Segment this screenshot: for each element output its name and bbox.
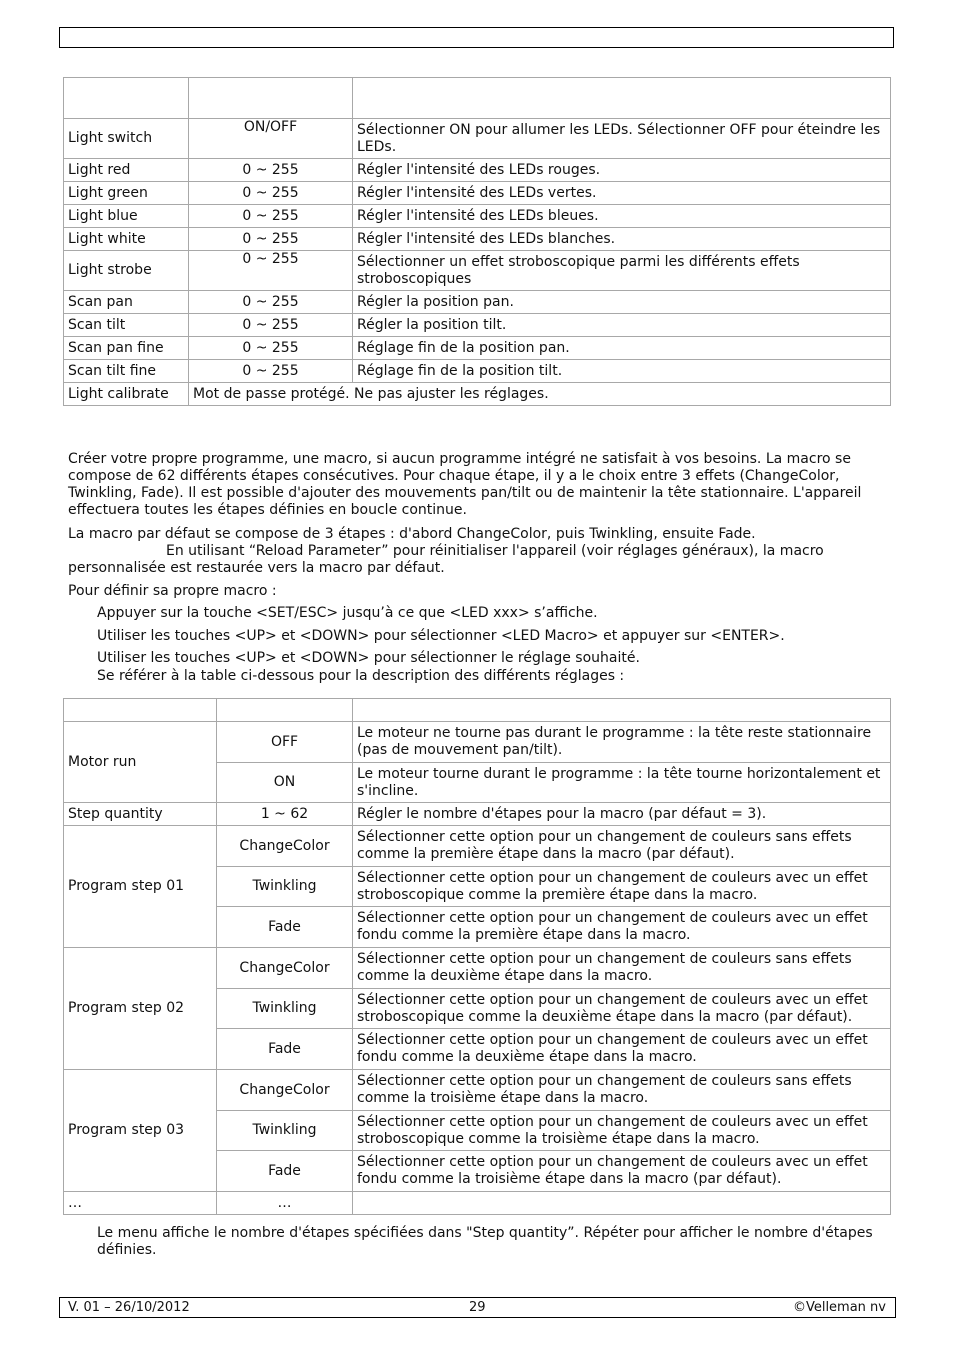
row-range: 0 ~ 255 — [189, 159, 353, 182]
row-desc: Sélectionner cette option pour un changement de couleurs sans effets comme la première étape dans la macro (par défaut). — [353, 826, 891, 867]
row-desc: Sélectionner cette option pour un changement de couleurs avec un effet fondu comme la troisième étape dans la macro (par défaut). — [353, 1151, 891, 1192]
row-value: Fade — [217, 907, 353, 948]
table-row — [64, 291, 891, 314]
row-range: 0 ~ 255 — [189, 228, 353, 251]
row-desc: Régler la position pan. — [353, 291, 891, 314]
row-range: ON/OFF — [189, 119, 353, 159]
define-macro-heading: Pour définir sa propre macro : — [68, 583, 277, 599]
row-name: Light switch — [64, 119, 189, 159]
row-range: 0 ~ 255 — [189, 205, 353, 228]
table-header-row — [64, 699, 891, 722]
row-desc: Régler l'intensité des LEDs vertes. — [353, 182, 891, 205]
row-name: Step quantity — [64, 803, 217, 826]
default-macro-line: La macro par défaut se compose de 3 étapes : d'abord ChangeColor, puis Twinkling, ensuite Fade. — [68, 526, 756, 542]
row-desc: Régler l'intensité des LEDs blanches. — [353, 228, 891, 251]
row-range: 0 ~ 255 — [189, 360, 353, 383]
row-desc: Réglage fin de la position tilt. — [353, 360, 891, 383]
step-4: Se référer à la table ci-dessous pour la description des différents réglages : — [97, 668, 625, 684]
table-row — [64, 360, 891, 383]
ellipsis-cell: … — [64, 1192, 217, 1215]
table-row — [64, 119, 891, 159]
row-name: Scan pan — [64, 291, 189, 314]
reload-line: En utilisant “Reload Parameter” pour réinitialiser l'appareil (voir réglages généraux), la macro — [166, 543, 824, 559]
table-row — [64, 314, 891, 337]
macro-table — [63, 698, 891, 1215]
row-value: OFF — [217, 722, 353, 763]
row-name: Scan tilt — [64, 314, 189, 337]
row-desc: Sélectionner un effet stroboscopique parmi les différents effets stroboscopiques — [353, 251, 891, 291]
row-value: ChangeColor — [217, 1070, 353, 1111]
row-desc: Sélectionner cette option pour un changement de couleurs avec un effet fondu comme la deuxième étape dans la macro. — [353, 1029, 891, 1070]
row-range: 0 ~ 255 — [189, 182, 353, 205]
footer-copyright: ©Velleman nv — [792, 1300, 886, 1315]
row-desc: Le moteur ne tourne pas durant le programme : la tête reste stationnaire (pas de mouvement pan/tilt). — [353, 722, 891, 763]
row-name: Scan pan fine — [64, 337, 189, 360]
row-name: Program step 01 — [64, 826, 217, 948]
row-name: Motor run — [64, 722, 217, 803]
table-row — [64, 948, 891, 989]
reload-line-cont: personnalisée est restaurée vers la macro par défaut. — [68, 560, 445, 576]
row-name: Light red — [64, 159, 189, 182]
table-row — [64, 803, 891, 826]
table-row — [64, 251, 891, 291]
row-desc: Sélectionner cette option pour un changement de couleurs sans effets comme la troisième étape dans la macro. — [353, 1070, 891, 1111]
table-row — [64, 722, 891, 763]
row-range: 0 ~ 255 — [189, 314, 353, 337]
row-range: 0 ~ 255 — [189, 291, 353, 314]
table-row — [64, 205, 891, 228]
row-value: 1 ~ 62 — [217, 803, 353, 826]
row-desc: Régler l'intensité des LEDs bleues. — [353, 205, 891, 228]
row-desc: Sélectionner cette option pour un changement de couleurs sans effets comme la deuxième étape dans la macro. — [353, 948, 891, 989]
step-2: Utiliser les touches <UP> et <DOWN> pour sélectionner <LED Macro> et appuyer sur <ENTER>. — [97, 628, 785, 644]
table-row — [64, 383, 891, 406]
row-desc: Régler l'intensité des LEDs rouges. — [353, 159, 891, 182]
row-value: Twinkling — [217, 989, 353, 1029]
row-name: Light blue — [64, 205, 189, 228]
row-range: 0 ~ 255 — [189, 337, 353, 360]
row-value: ChangeColor — [217, 948, 353, 989]
table-row — [64, 826, 891, 867]
row-desc: Réglage fin de la position pan. — [353, 337, 891, 360]
row-name: Light strobe — [64, 251, 189, 291]
row-value: Fade — [217, 1029, 353, 1070]
step-1: Appuyer sur la touche <SET/ESC> jusqu’à ce que <LED xxx> s’affiche. — [97, 605, 598, 621]
table-row — [64, 1070, 891, 1111]
row-desc: Régler la position tilt. — [353, 314, 891, 337]
table-row — [64, 159, 891, 182]
row-name: Program step 02 — [64, 948, 217, 1070]
row-desc: Le moteur tourne durant le programme : la tête tourne horizontalement et s'incline. — [353, 763, 891, 803]
row-value: Fade — [217, 1151, 353, 1192]
closing-paragraph: Le menu affiche le nombre d'étapes spécifiées dans "Step quantity”. Répéter pour afficher le nombre d'étapes définies. — [97, 1225, 873, 1258]
row-name: Light calibrate — [64, 383, 189, 406]
table-row — [64, 337, 891, 360]
row-name: Light white — [64, 228, 189, 251]
row-desc: Sélectionner cette option pour un changement de couleurs avec un effet stroboscopique comme la deuxième étape dans la macro (par défaut). — [353, 989, 891, 1029]
footer-page-number: 29 — [469, 1300, 486, 1315]
row-name: Scan tilt fine — [64, 360, 189, 383]
table-row — [64, 1192, 891, 1215]
table-row — [64, 182, 891, 205]
row-value: ON — [217, 763, 353, 803]
table-row — [64, 228, 891, 251]
row-desc: Régler le nombre d'étapes pour la macro (par défaut = 3). — [353, 803, 891, 826]
row-desc: Mot de passe protégé. Ne pas ajuster les réglages. — [189, 383, 891, 406]
page-header-box — [59, 27, 894, 48]
table-header-row — [64, 78, 891, 119]
intro-paragraph: Créer votre propre programme, une macro, si aucun programme intégré ne satisfait à vos besoins. La macro se compose de 62 différents étapes consécutives. Pour chaque étape, il y a le choix entre 3 effets (ChangeColor, Twinkling, Fade). Il est possible d'ajouter des mouvements pan/tilt ou de maintenir la tête stationnaire. L'appareil effectuera toutes les étapes définies en boucle continue. — [68, 451, 862, 518]
row-desc: Sélectionner cette option pour un changement de couleurs avec un effet stroboscopique comme la troisième étape dans la macro. — [353, 1111, 891, 1151]
page-footer — [59, 1297, 896, 1318]
function-table — [63, 77, 891, 406]
ellipsis-cell: … — [217, 1192, 353, 1215]
row-value: Twinkling — [217, 867, 353, 907]
step-3: Utiliser les touches <UP> et <DOWN> pour sélectionner le réglage souhaité. — [97, 650, 640, 666]
footer-version: V. 01 – 26/10/2012 — [68, 1300, 190, 1315]
row-desc: Sélectionner cette option pour un changement de couleurs avec un effet fondu comme la première étape dans la macro. — [353, 907, 891, 948]
row-value: Twinkling — [217, 1111, 353, 1151]
row-range: 0 ~ 255 — [189, 251, 353, 291]
row-name: Light green — [64, 182, 189, 205]
row-name: Program step 03 — [64, 1070, 217, 1192]
row-desc: Sélectionner ON pour allumer les LEDs. Sélectionner OFF pour éteindre les LEDs. — [353, 119, 891, 159]
row-value: ChangeColor — [217, 826, 353, 867]
row-desc: Sélectionner cette option pour un changement de couleurs avec un effet stroboscopique comme la première étape dans la macro. — [353, 867, 891, 907]
